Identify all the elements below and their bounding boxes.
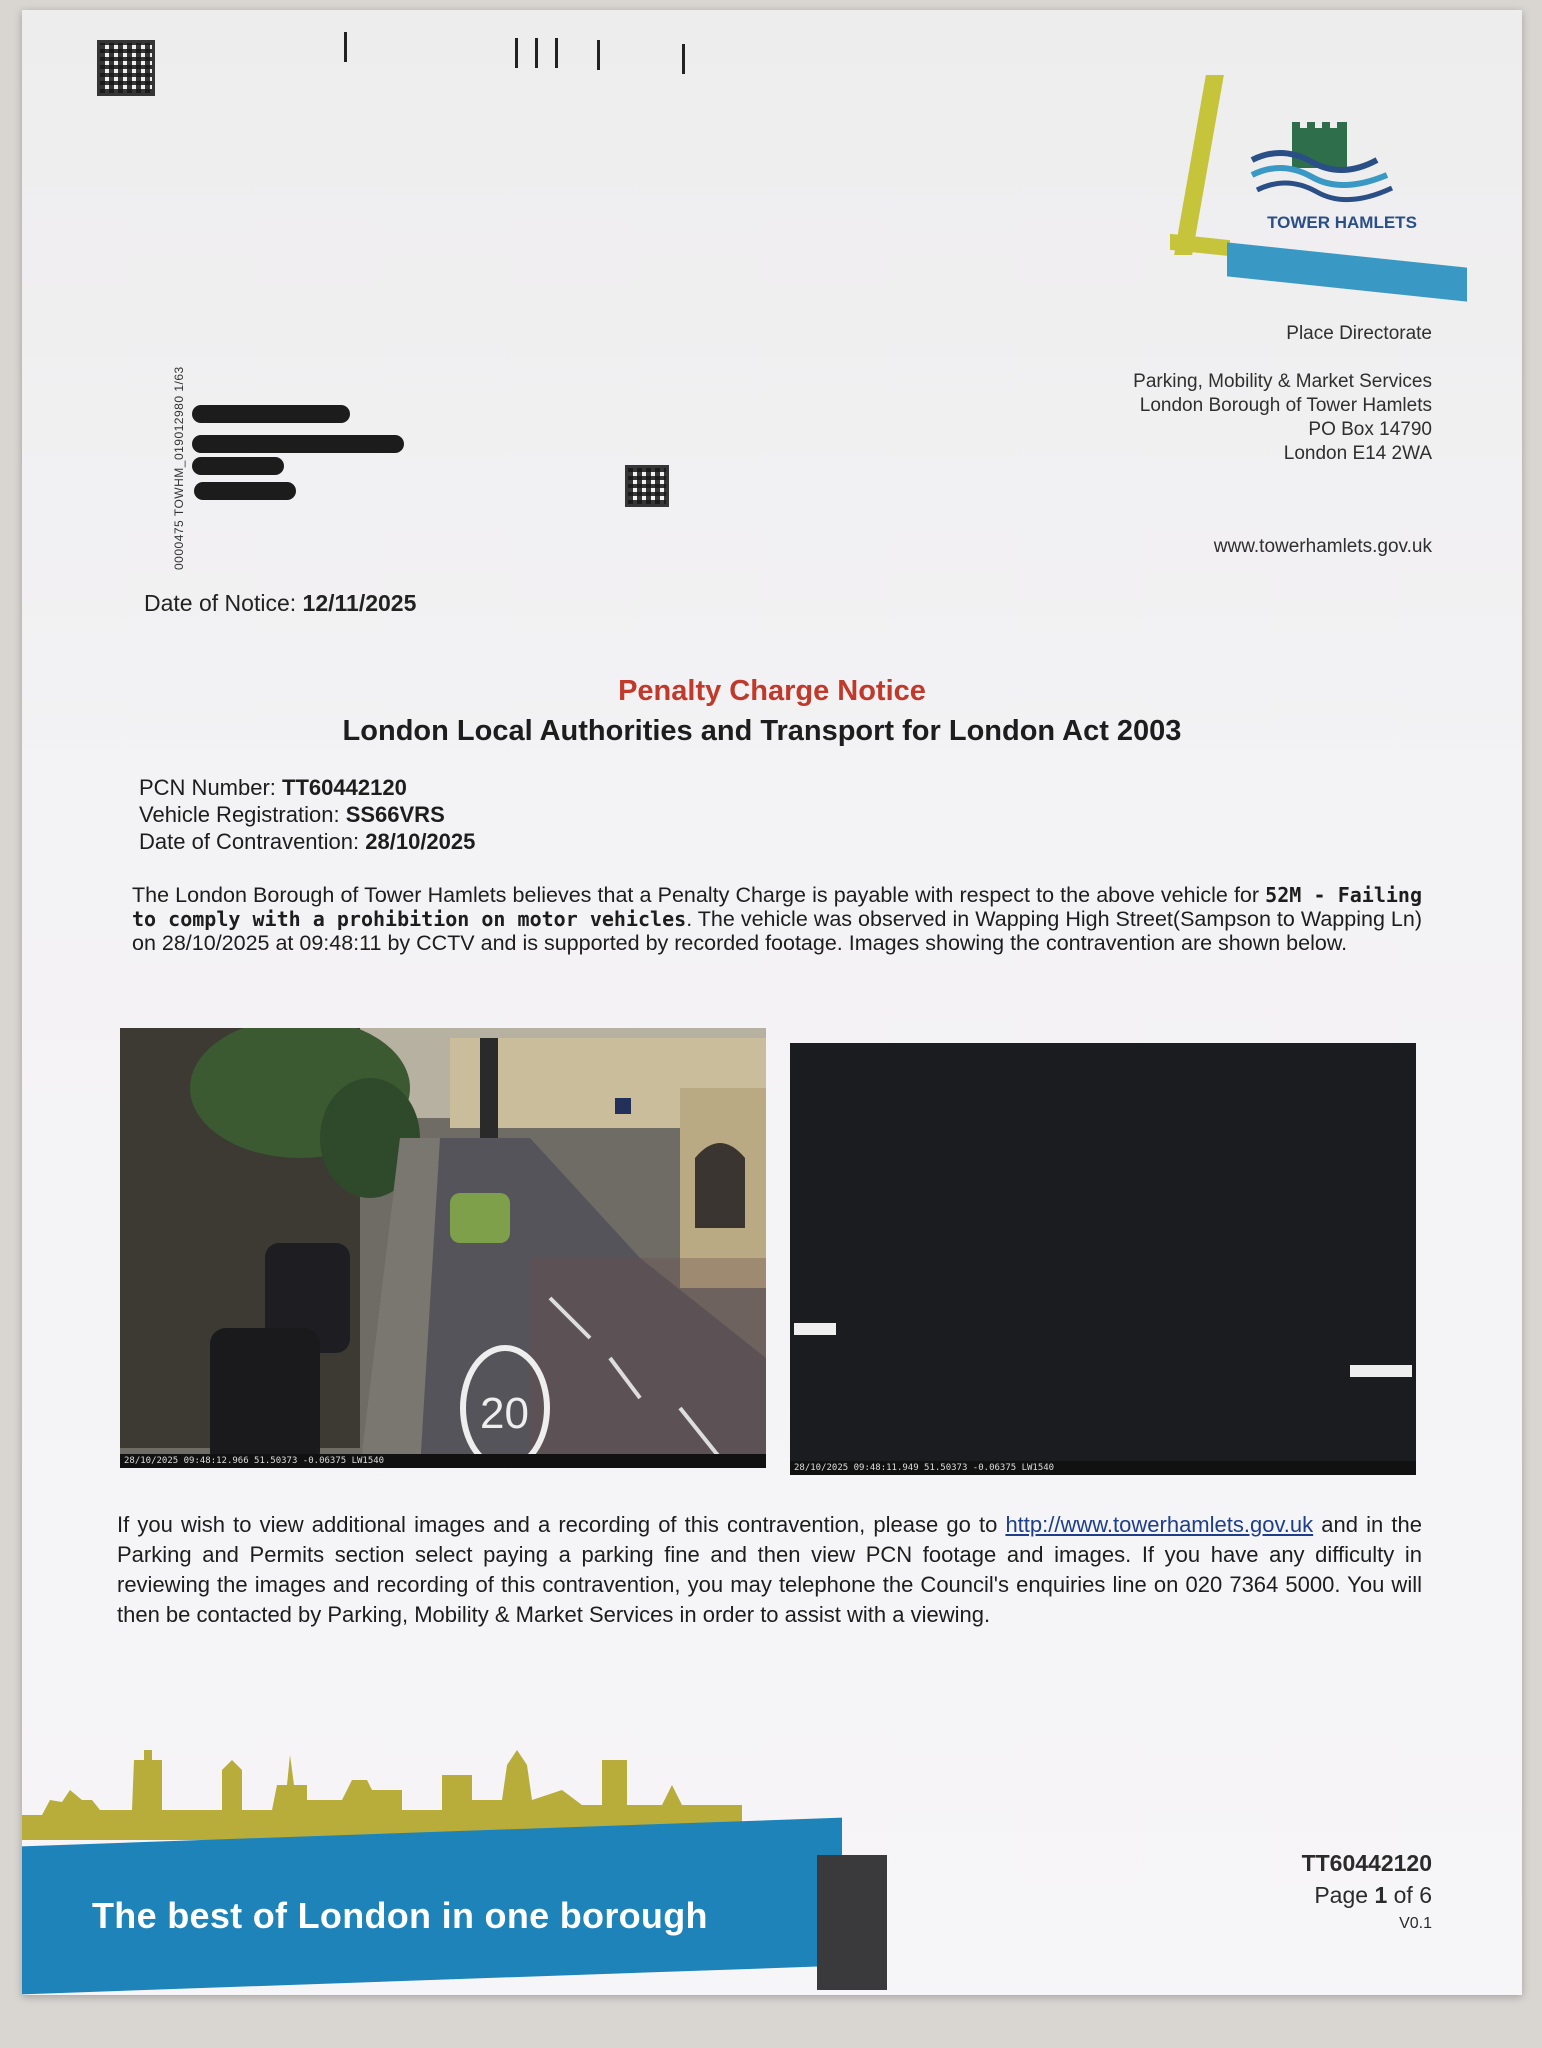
contravention-code: 52M - Failing to comply with a prohibition on motor vehicles	[132, 883, 1422, 931]
mail-reference: 0000475 TOWHM_019012980 1/63	[172, 366, 186, 570]
datamatrix-code	[97, 40, 155, 96]
plate-marker	[794, 1323, 836, 1335]
reg-value: SS66VRS	[345, 802, 445, 827]
vehicle-registration	[139, 802, 445, 828]
address-line: London E14 2WA	[1283, 443, 1432, 464]
image-timestamp: 28/10/2025 09:48:11.949 51.50373 -0.06375 LW1540	[790, 1461, 1416, 1475]
redacted-line	[192, 457, 284, 475]
tower-hamlets-logo	[1142, 65, 1482, 325]
speed-marking: 20	[480, 1389, 529, 1438]
para1-text: . The vehicle was observed in Wapping High Street(Sampson to Wapping Ln) on 28/10/2025 at 09:48:11 by CCTV and is supported by recorded footage. Images showing the contravention are shown below.	[132, 907, 1423, 955]
logo-text: TOWER HAMLETS	[1267, 213, 1417, 232]
redacted-line	[192, 405, 350, 423]
directorate: Place Directorate	[1286, 323, 1432, 344]
cctv-image-plate[interactable]	[790, 1043, 1416, 1475]
castle-waves-icon	[1247, 120, 1397, 205]
page-number: 1	[1374, 1882, 1388, 1908]
logo-bar	[1174, 75, 1224, 255]
slogan: The best of London in one borough	[92, 1895, 708, 1936]
contravention-date	[139, 829, 475, 855]
pcn-value: TT60442120	[282, 775, 407, 800]
page-indicator	[1314, 1882, 1432, 1909]
print-mark	[344, 32, 347, 62]
print-mark	[682, 44, 685, 74]
page-prefix: Page	[1314, 1882, 1375, 1908]
small-datamatrix-code	[625, 465, 669, 507]
letter-sheet	[22, 10, 1522, 1995]
reg-label: Vehicle Registration:	[139, 802, 340, 827]
london-skyline-graphic	[22, 1730, 742, 1840]
cctv-image-street[interactable]	[120, 1028, 766, 1468]
pcn-number	[139, 775, 407, 801]
print-mark	[597, 40, 600, 70]
notice-title: Penalty Charge Notice	[618, 675, 926, 707]
act-title: London Local Authorities and Transport for London Act 2003	[342, 715, 1182, 747]
address-line: PO Box 14790	[1308, 419, 1432, 440]
footer-pcn-ref: TT60442120	[1301, 1850, 1432, 1876]
print-mark	[515, 38, 518, 68]
image-timestamp: 28/10/2025 09:48:12.966 51.50373 -0.06375 LW1540	[120, 1454, 766, 1468]
notice-date-value: 12/11/2025	[302, 590, 417, 616]
website: www.towerhamlets.gov.uk	[1213, 536, 1432, 557]
contravention-paragraph	[132, 883, 1422, 955]
version: V0.1	[1399, 1915, 1432, 1932]
pcn-label: PCN Number:	[139, 775, 276, 800]
council-website-link[interactable]: http://www.towerhamlets.gov.uk	[1005, 1512, 1314, 1537]
street-scene-graphic	[120, 1028, 766, 1468]
para1-text: The London Borough of Tower Hamlets believes that a Penalty Charge is payable with respect to the above vehicle for	[132, 883, 1266, 907]
para2-text: If you wish to view additional images and a recording of this contravention, please go to	[117, 1512, 1006, 1537]
page-suffix: of 6	[1387, 1882, 1432, 1908]
logo-bar	[1227, 242, 1467, 301]
print-mark	[535, 38, 538, 68]
notice-date-label: Date of Notice:	[144, 590, 297, 616]
redacted-line	[192, 435, 404, 453]
contravention-date-label: Date of Contravention:	[139, 829, 360, 854]
plate-marker	[1350, 1365, 1412, 1377]
redacted-line	[194, 482, 296, 500]
viewing-instructions	[117, 1510, 1422, 1630]
notice-date	[144, 590, 416, 617]
para2-text: and in the Parking and Permits section select paying a parking fine and then view PCN footage and images. If you have any difficulty in reviewing the images and recording of this contravention, you may telephone the Council's enquiries line on 020 7364 5000. You will then be contacted by Parking, Mobility & Market Services in order to assist with a viewing.	[117, 1512, 1422, 1627]
print-mark	[555, 38, 558, 68]
contravention-date-value: 28/10/2025	[365, 829, 476, 854]
address-line: Parking, Mobility & Market Services	[1133, 371, 1432, 392]
footer-banner-edge	[817, 1855, 887, 1990]
address-line: London Borough of Tower Hamlets	[1139, 395, 1432, 416]
